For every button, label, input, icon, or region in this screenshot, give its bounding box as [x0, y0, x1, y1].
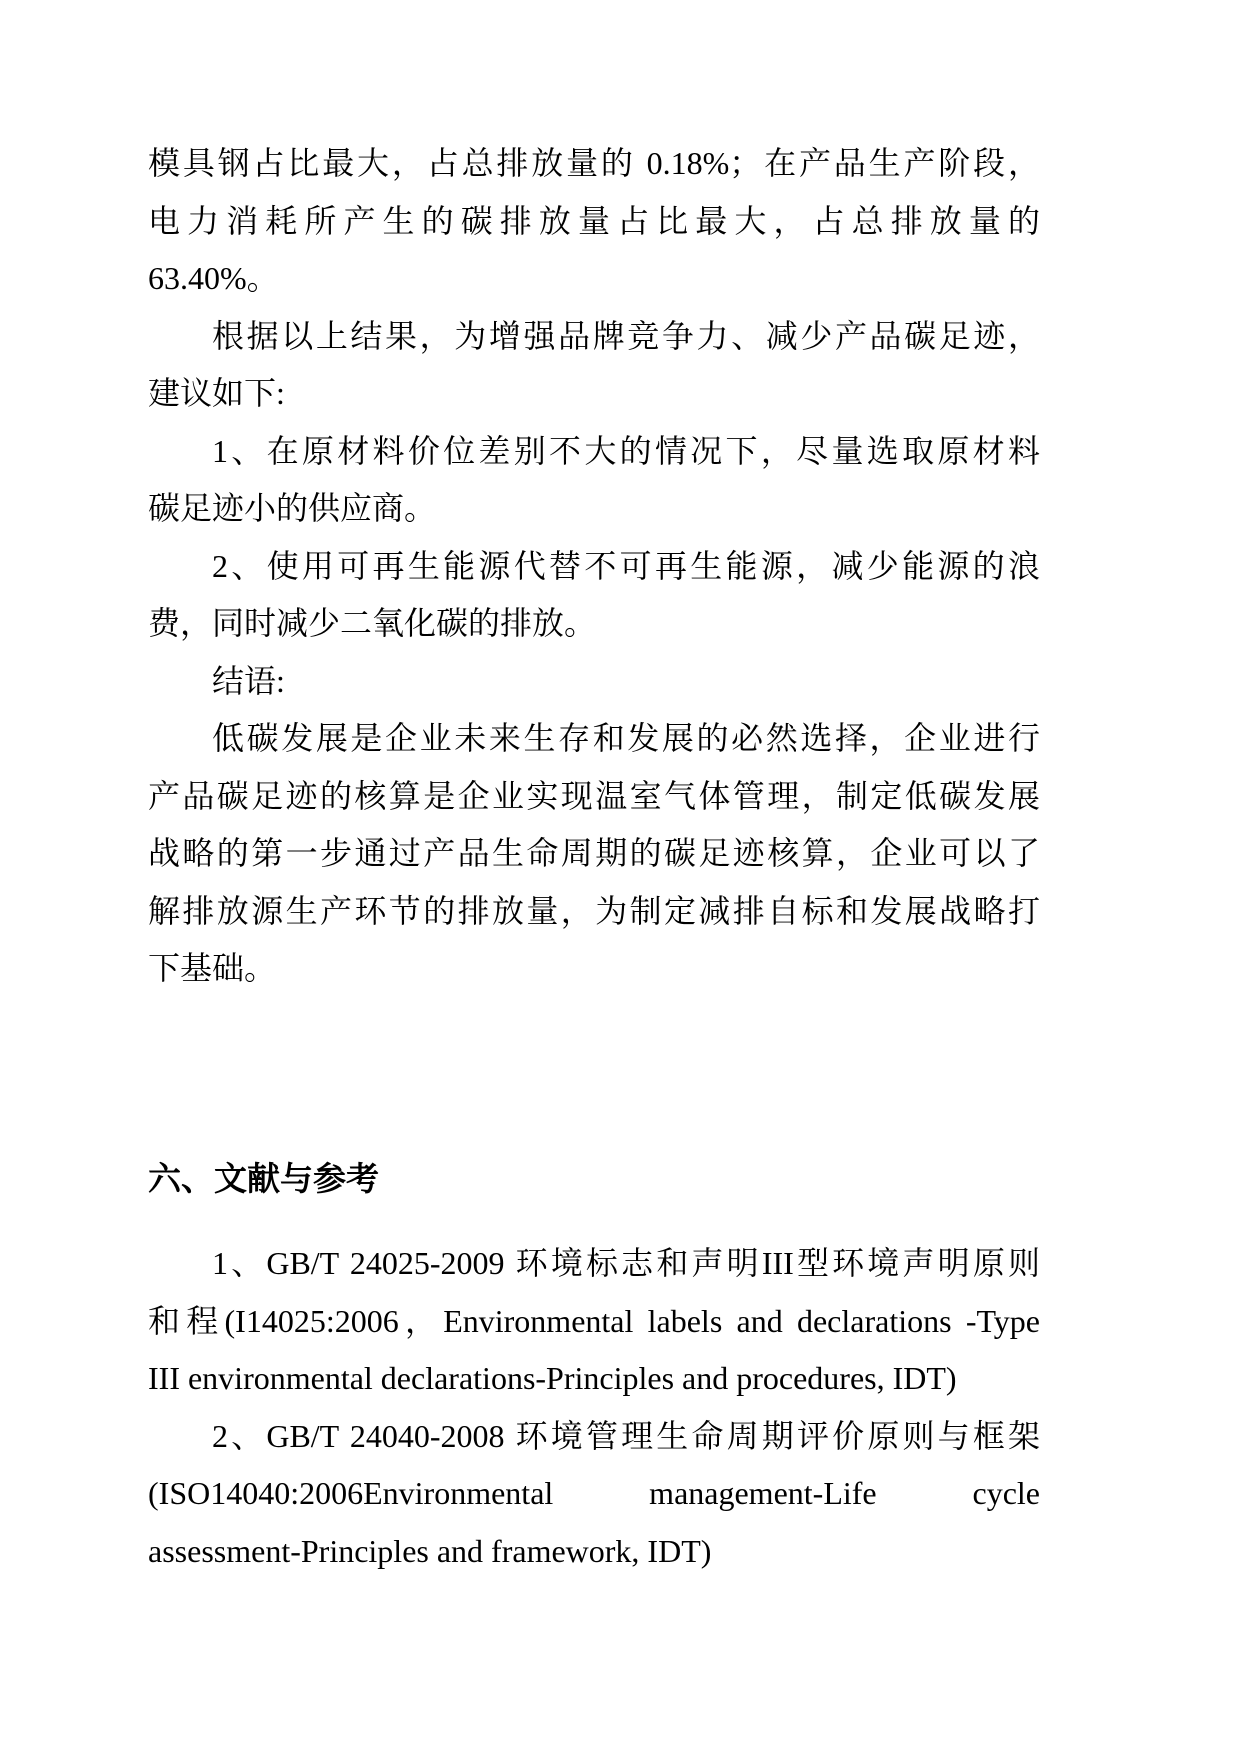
- paragraph-line: 2、GB/T 24040-2008 环境管理生命周期评价原则与框架: [212, 1417, 1040, 1454]
- paragraph-line: 产品碳足迹的核算是企业实现温室气体管理，制定低碳发展: [148, 777, 1040, 814]
- paragraph-recommendation-intro: [148, 308, 1040, 423]
- paragraph-line: 电力消耗所产生的碳排放量占比最大，占总排放量的: [148, 202, 1040, 239]
- paragraph-conclusion-label: [148, 653, 1040, 711]
- paragraph-line: 低碳发展是企业未来生存和发展的必然选择，企业进行: [212, 720, 1040, 756]
- paragraph-line: 下基础。: [148, 950, 277, 986]
- paragraph-line: 建议如下:: [148, 375, 285, 411]
- paragraph-line: 63.40%。: [148, 260, 279, 296]
- paragraph-conclusion-body: [148, 710, 1040, 998]
- paragraph-emissions-summary: [148, 135, 1040, 308]
- paragraph-line: (ISO14040:2006Environmental management-Life cycle: [148, 1475, 1040, 1511]
- paragraph-line: 碳足迹小的供应商。: [148, 490, 437, 526]
- paragraph-line: 2、使用可再生能源代替不可再生能源，减少能源的浪: [212, 547, 1040, 584]
- paragraph-recommendation-1: [148, 423, 1040, 538]
- paragraph-line: 1、在原材料价位差别不大的情况下，尽量选取原材料: [212, 432, 1040, 469]
- paragraph-line: 根据以上结果，为增强品牌竞争力、减少产品碳足迹，: [212, 317, 1040, 354]
- paragraph-recommendation-2: [148, 538, 1040, 653]
- section-heading-references: 六、文献与参考: [148, 1161, 379, 1198]
- paragraph-reference-1: [148, 1235, 1040, 1408]
- paragraph-line: 费，同时减少二氧化碳的排放。: [148, 605, 597, 641]
- paragraph-line: 和程(I14025:2006，Environmental labels and declarations -Type: [148, 1302, 1040, 1339]
- paragraph-line: 解排放源生产环节的排放量，为制定减排自标和发展战略打: [148, 892, 1040, 929]
- paragraph-line: 1、GB/T 24025-2009 环境标志和声明III型环境声明原则: [212, 1245, 1040, 1281]
- paragraph-line: 模具钢占比最大，占总排放量的 0.18%；在产品生产阶段，: [148, 145, 1040, 181]
- document-content: [148, 135, 1040, 1580]
- paragraph-reference-2: [148, 1408, 1040, 1581]
- paragraph-line: 战略的第一步通过产品生命周期的碳足迹核算，企业可以了: [148, 835, 1040, 871]
- paragraph-line: assessment-Principles and framework, IDT): [148, 1532, 712, 1569]
- paragraph-line: III environmental declarations-Principles and procedures, IDT): [148, 1360, 957, 1396]
- paragraph-line: 结语:: [212, 662, 285, 699]
